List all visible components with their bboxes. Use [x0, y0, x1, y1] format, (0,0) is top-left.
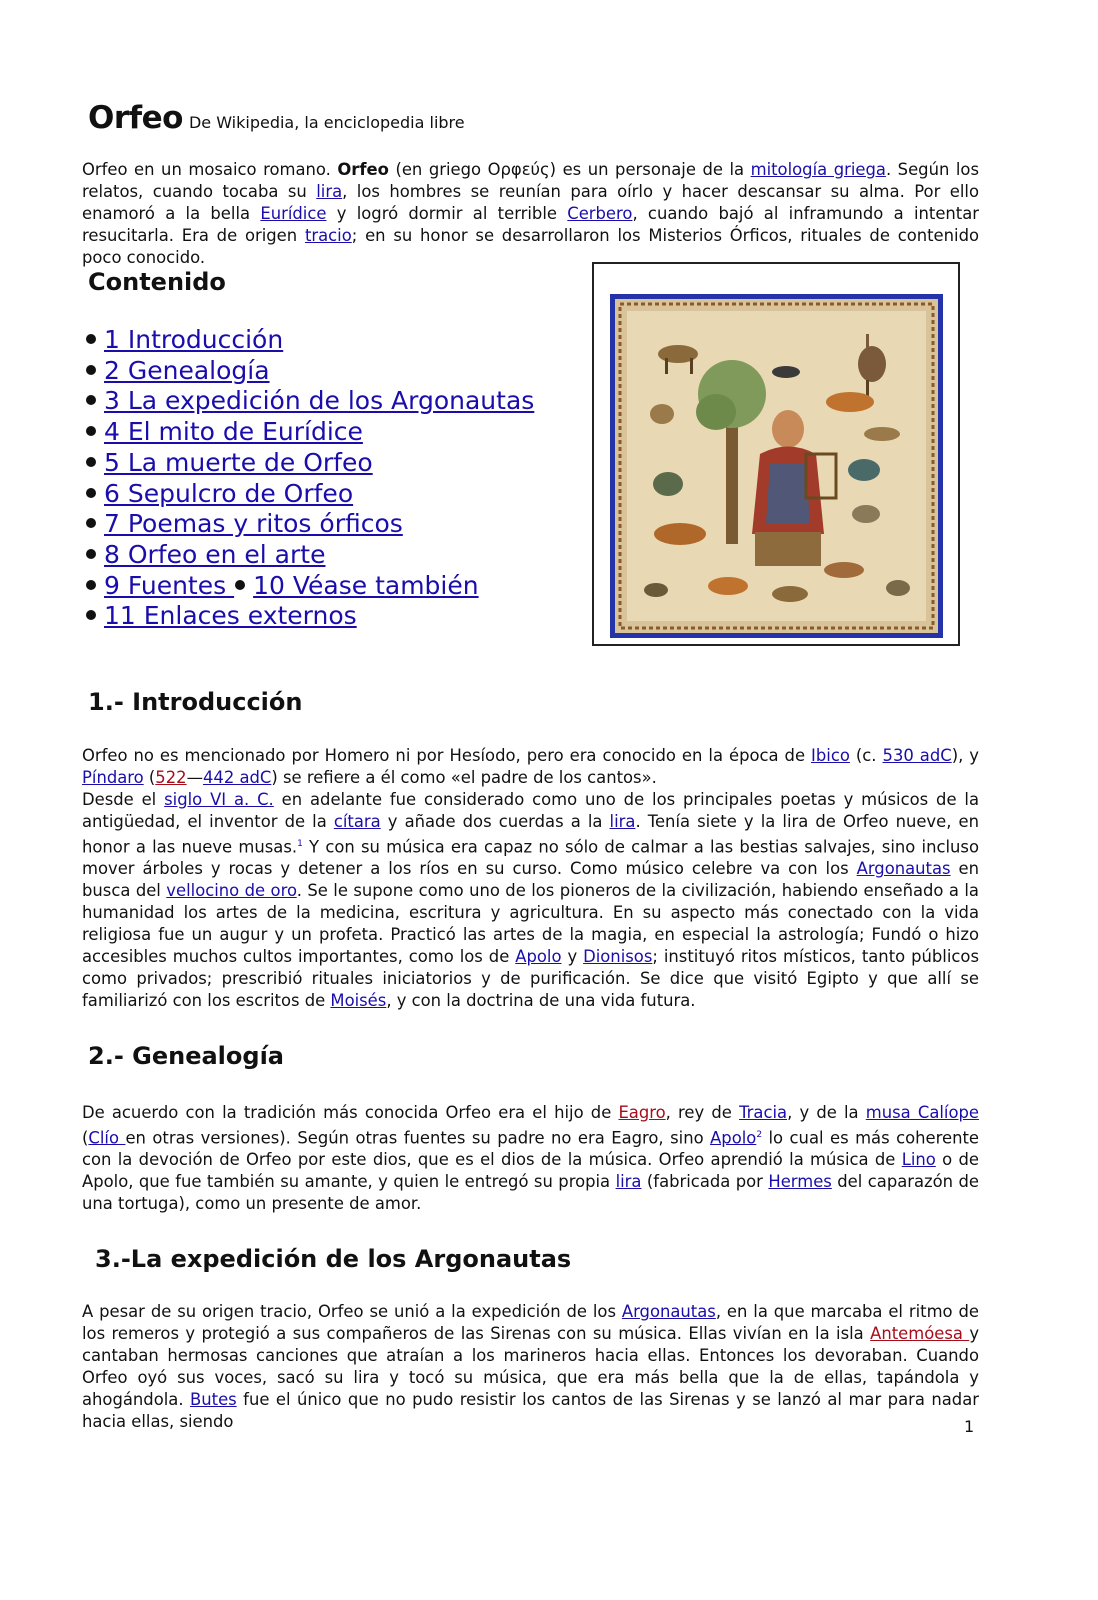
section2-text: en otras versiones). Según otras fuentes su padre no era Eagro, sino: [125, 1128, 711, 1148]
bullet-icon: [86, 518, 96, 528]
toc-heading: Contenido: [88, 268, 226, 296]
section3-text: y cantaban hermosas canciones que atraían a los marineros hacia ellas. Entonces los devoraban. Cuando Orfeo oyó sus voces, sacó su lira y tocó su música, que era más bella que la de ellas, tapándola y ahogándola.: [82, 1324, 980, 1409]
toc-link-muerte-orfeo[interactable]: 5 La muerte de Orfeo: [104, 447, 373, 477]
bullet-icon: [86, 457, 96, 467]
intro-bold-orfeo: Orfeo: [337, 160, 389, 179]
section1-text: ; instituyó ritos místicos, tanto públicos como privados; prescribió rituales iniciatorios y de purificación. Se dice que visitó Egipto y que allí se familiarizó con los escritos de: [82, 947, 979, 1011]
link-mitologia-griega[interactable]: mitología griega: [750, 160, 886, 179]
bullet-icon: [86, 549, 96, 559]
toc-link-enlaces-externos[interactable]: 11 Enlaces externos: [104, 601, 357, 631]
section1-text: Y con su música era capaz no sólo de calmar a las bestias salvajes, sino incluso mover árboles y rocas y detener a los ríos en su curso. Como músico celebre va con los: [82, 837, 979, 879]
section2-text: o de Apolo, que fue también su amante, y quien le entregó su propia: [82, 1150, 980, 1192]
intro-text: (en griego Ορφεύς) es un personaje de la: [388, 160, 751, 179]
intro-text: , los hombres se reunían para oírlo y hacer descansar su alma. Por ello enamoró a la bella: [82, 182, 979, 223]
footnote-ref[interactable]: 2: [756, 1130, 763, 1140]
intro-text: ; en su honor se desarrollaron los Misterios Órficos, rituales de contenido poco conocido.: [82, 226, 980, 267]
intro-text: , cuando bajó al inframundo a intentar resucitarla. Era de origen: [82, 204, 979, 245]
section1-paragraph-1: [82, 745, 979, 789]
toc-item: [85, 356, 534, 387]
toc-link-sepulcro[interactable]: 6 Sepulcro de Orfeo: [104, 478, 354, 508]
bullet-icon: [86, 580, 96, 590]
bullet-icon: [86, 365, 96, 375]
link-siglo-vi[interactable]: siglo VI a. C.: [164, 790, 274, 809]
bullet-icon: [86, 488, 96, 498]
toc-link-poemas-ritos[interactable]: 7 Poemas y ritos órficos: [104, 509, 403, 539]
toc-link-orfeo-arte[interactable]: 8 Orfeo en el arte: [104, 539, 326, 569]
section1-paragraph-2: [82, 789, 979, 1012]
link-euridice[interactable]: Eurídice: [260, 204, 327, 223]
bullet-icon: [235, 580, 245, 590]
orpheus-mosaic-figure: [592, 262, 960, 646]
section1-text: en adelante fue considerado como uno de los principales poetas y músicos de la antigüedad, el inventor de la: [82, 790, 980, 831]
link-lira[interactable]: lira: [609, 812, 636, 831]
link-citara[interactable]: cítara: [333, 812, 381, 831]
section1-text: en busca del: [82, 859, 979, 901]
section1-text: . Tenía siete y la lira de Orfeo nueve, en honor a las nueve musas.: [82, 812, 979, 857]
section1-text: . Se le supone como uno de los pioneros de la civilización, habiendo enseñado a la humanidad los artes de la medicina, escritura y agricultura. En su aspecto más conectado con la vida religiosa fue un augur y un profeta. Practicó las artes de la magia, en especial la astrología; Fundó o hizo accesibles muchos cultos importantes, como los de: [82, 881, 979, 967]
link-442-adc[interactable]: 442 adC: [202, 768, 272, 787]
section2-text: (fabricada por: [641, 1172, 769, 1192]
link-moises[interactable]: Moisés: [330, 991, 387, 1011]
section1-text: Desde el: [82, 790, 165, 809]
section3-text: , en la que marcaba el ritmo de los remeros y protegió a sus compañeros de las Sirenas con su música. Ellas vivían en la isla: [82, 1302, 979, 1343]
section-heading-argonautas: 3.-La expedición de los Argonautas: [95, 1245, 572, 1273]
link-dionisos[interactable]: Dionisos: [583, 947, 653, 967]
article-title-row: [88, 100, 465, 136]
table-of-contents: [85, 325, 534, 632]
toc-item: [85, 571, 534, 602]
page-number: 1: [964, 1417, 975, 1436]
section2-text: , rey de: [665, 1103, 740, 1122]
section1-text: (: [143, 768, 156, 787]
section3-text: fue el único que no pudo resistir los cantos de las Sirenas y se lanzó al mar para nadar hacia ellas, siendo: [82, 1390, 979, 1431]
link-musa-caliope[interactable]: musa Calíope: [865, 1103, 979, 1122]
section2-text: (: [82, 1128, 89, 1148]
section2-text: del caparazón de una tortuga), como un presente de amor.: [82, 1172, 980, 1214]
bullet-icon: [86, 334, 96, 344]
link-cerbero[interactable]: Cerbero: [567, 204, 633, 223]
bullet-icon: [86, 426, 96, 436]
section1-text: Orfeo no es mencionado por Homero ni por Hesíodo, pero era conocido en la época de: [82, 746, 812, 765]
intro-text: Orfeo en un mosaico romano.: [82, 160, 338, 179]
link-522[interactable]: 522: [155, 768, 187, 787]
section2-paragraph-1: [82, 1102, 979, 1215]
bullet-icon: [86, 395, 96, 405]
section1-text: , y con la doctrina de una vida futura.: [386, 991, 696, 1011]
section2-text: lo cual es más coherente con la devoción de Orfeo por este dios, que es el dios de la música. Orfeo aprendió la música de: [82, 1128, 979, 1170]
section-heading-genealogia: 2.- Genealogía: [88, 1042, 284, 1070]
toc-link-argonautas[interactable]: 3 La expedición de los Argonautas: [104, 386, 535, 416]
link-clio[interactable]: Clío: [88, 1128, 126, 1148]
section1-text: ), y: [951, 746, 980, 765]
link-tracia[interactable]: Tracia: [739, 1103, 788, 1122]
link-tracio[interactable]: tracio: [304, 226, 352, 245]
toc-item: [85, 386, 534, 417]
link-apolo[interactable]: Apolo: [515, 947, 562, 967]
link-lira[interactable]: lira: [615, 1172, 642, 1192]
intro-paragraph: [82, 159, 979, 269]
article-title: Orfeo: [88, 100, 183, 136]
toc-link-genealogia[interactable]: 2 Genealogía: [104, 355, 270, 385]
link-vellocino-de-oro[interactable]: vellocino de oro: [166, 881, 297, 901]
section1-text: y: [561, 947, 584, 967]
link-apolo[interactable]: Apolo: [710, 1128, 757, 1148]
toc-item: [85, 509, 534, 540]
section3-text: A pesar de su origen tracio, Orfeo se unió a la expedición de los: [82, 1302, 622, 1321]
footnote-ref[interactable]: 1: [297, 839, 303, 849]
link-pindaro[interactable]: Píndaro: [82, 768, 144, 787]
intro-text: y logró dormir al terrible: [326, 204, 568, 223]
toc-item: [85, 448, 534, 479]
link-argonautas[interactable]: Argonautas: [856, 859, 951, 879]
toc-link-mito-euridice[interactable]: 4 El mito de Eurídice: [104, 417, 363, 447]
link-argonautas[interactable]: Argonautas: [621, 1302, 716, 1321]
link-lino[interactable]: Lino: [901, 1150, 936, 1170]
link-butes[interactable]: Butes: [190, 1390, 237, 1409]
toc-item: [85, 540, 534, 571]
link-530-adc[interactable]: 530 adC: [882, 746, 952, 765]
section3-paragraph-1: [82, 1301, 979, 1433]
section1-text: y añade dos cuerdas a la: [380, 812, 610, 831]
toc-link-introduccion[interactable]: 1 Introducción: [104, 325, 284, 354]
section-heading-introduccion: 1.- Introducción: [88, 688, 303, 716]
section2-text: De acuerdo con la tradición más conocida Orfeo era el hijo de: [82, 1103, 619, 1122]
toc-link-fuentes[interactable]: 9 Fuentes: [104, 570, 235, 600]
link-hermes[interactable]: Hermes: [768, 1172, 832, 1192]
toc-item: [85, 417, 534, 448]
link-antemoesa[interactable]: Antemóesa: [870, 1324, 970, 1343]
toc-item: [85, 479, 534, 510]
section1-text: —: [186, 768, 203, 787]
link-lira[interactable]: lira: [316, 182, 343, 201]
section2-text: , y de la: [787, 1103, 866, 1122]
bullet-icon: [86, 610, 96, 620]
article-subtitle: De Wikipedia, la enciclopedia libre: [188, 113, 465, 132]
link-ibico[interactable]: Ibico: [811, 746, 850, 765]
section1-text: ) se refiere a él como «el padre de los cantos».: [271, 768, 657, 787]
intro-text: . Según los relatos, cuando tocaba su: [82, 160, 980, 201]
toc-link-vease-tambien[interactable]: 10 Véase también: [253, 570, 479, 600]
section1-text: (c.: [849, 746, 883, 765]
orpheus-mosaic-image: [610, 294, 943, 638]
link-eagro[interactable]: Eagro: [618, 1103, 666, 1122]
toc-item: [85, 601, 534, 632]
toc-item: [85, 325, 534, 356]
